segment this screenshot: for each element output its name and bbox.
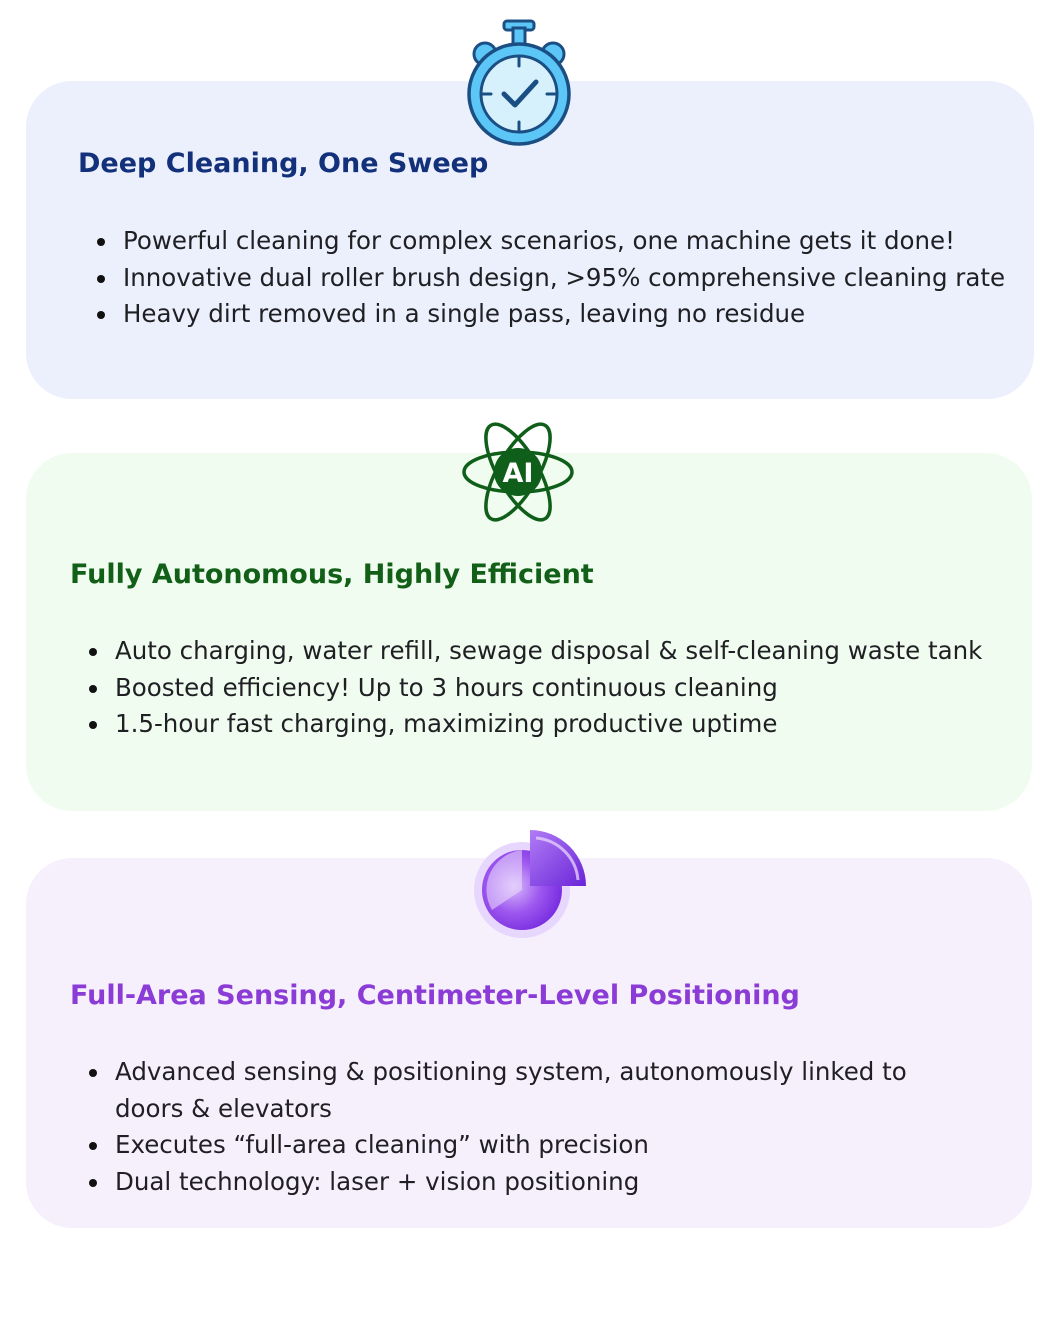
section-title: Fully Autonomous, Highly Efficient [70,559,594,590]
list-item: Innovative dual roller brush design, >95% comprehensive cleaning rate [97,260,1032,297]
list-item: Dual technology: laser + vision positioning [89,1164,929,1201]
ai-icon-label: AI [502,458,534,489]
list-item: Auto charging, water refill, sewage disposal & self-cleaning waste tank [89,633,1024,670]
list-item: 1.5-hour fast charging, maximizing productive uptime [89,706,1024,743]
feature-list [97,223,1032,333]
list-item: Boosted efficiency! Up to 3 hours continuous cleaning [89,670,1024,707]
section-title: Full-Area Sensing, Centimeter-Level Positioning [70,980,800,1011]
list-item: Advanced sensing & positioning system, autonomously linked to doors & elevators [89,1054,929,1127]
list-item: Executes “full-area cleaning” with precision [89,1127,929,1164]
section-title: Deep Cleaning, One Sweep [78,148,489,179]
ai-atom-icon [460,414,576,530]
feature-list [89,633,1024,743]
list-item: Powerful cleaning for complex scenarios, one machine gets it done! [97,223,1032,260]
pie-chart-sensing-icon [470,826,590,942]
stopwatch-check-icon [462,16,576,148]
feature-list [89,1054,929,1200]
list-item: Heavy dirt removed in a single pass, leaving no residue [97,296,1032,333]
